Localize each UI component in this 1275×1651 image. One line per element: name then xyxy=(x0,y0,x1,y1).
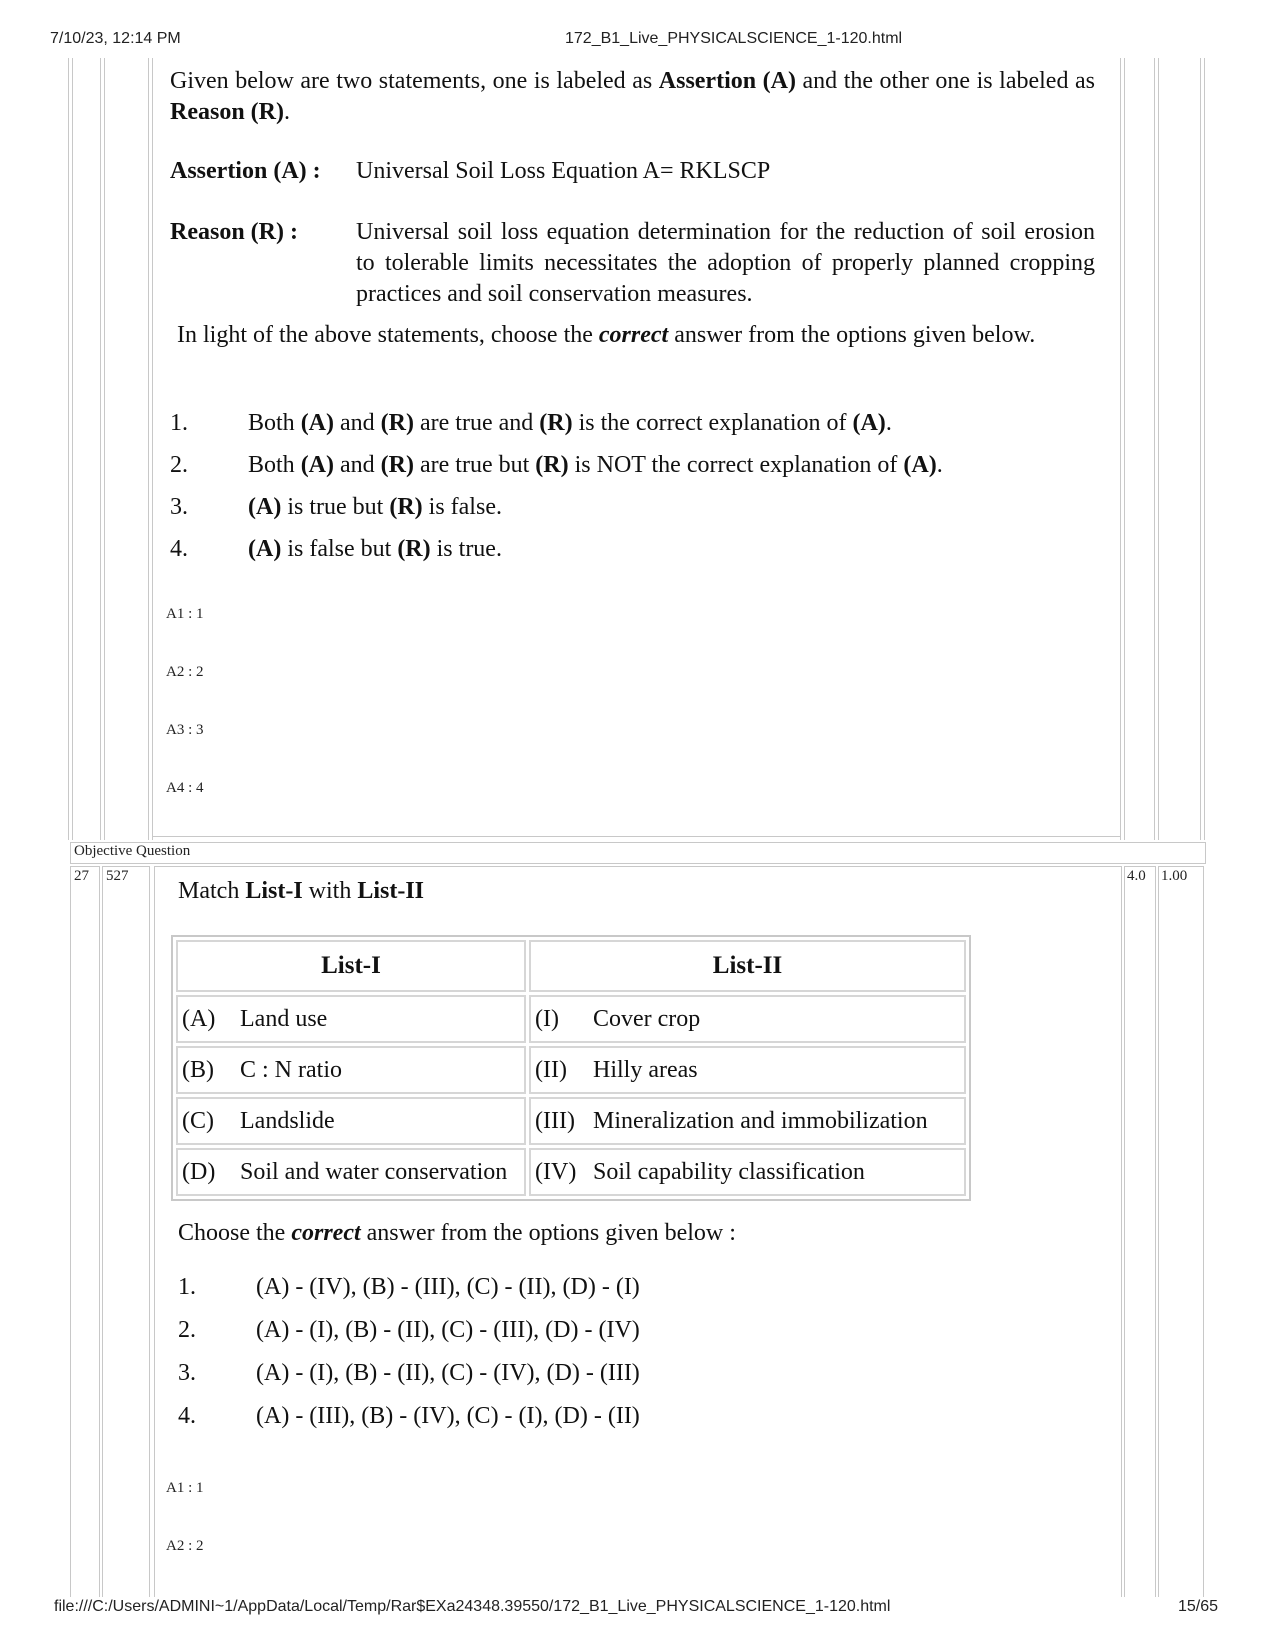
q1-option-number: 3. xyxy=(170,494,188,520)
q1-option-text: Both (A) and (R) are true but (R) is NOT the correct explanation of (A). xyxy=(248,452,943,478)
list1-cell: (D) Soil and water conservation xyxy=(176,1148,526,1196)
q1-answer-2: A2 : 2 xyxy=(166,664,204,680)
table-border xyxy=(100,58,101,840)
table-border xyxy=(1124,58,1125,840)
reason-text: Universal soil loss equation determination for the reduction of soil erosion to tolerable limits necessitates the adoption of properly planned cropping practices and soil conservation measures. xyxy=(356,219,1095,307)
q1-answer-1: A1 : 1 xyxy=(166,606,204,622)
match-table xyxy=(171,935,971,1201)
table-border xyxy=(1204,58,1205,840)
q2-option-number: 4. xyxy=(178,1403,196,1429)
table-border xyxy=(104,58,105,840)
print-file-path: file:///C:/Users/ADMINI~1/AppData/Local/Temp/Rar$EXa24348.39550/172_B1_Live_PHYSICALSCIENCE_1-120.html xyxy=(54,1598,891,1615)
q2-prompt: Choose the correct answer from the options given below : xyxy=(178,1220,736,1246)
section-label: Objective Question xyxy=(74,843,191,859)
table-border xyxy=(152,836,1120,837)
table-row xyxy=(176,1097,966,1145)
q1-answer-4: A4 : 4 xyxy=(166,780,204,796)
q1-option-number: 4. xyxy=(170,536,188,562)
list2-header: List-II xyxy=(529,940,966,992)
table-border xyxy=(1158,58,1159,840)
print-datetime: 7/10/23, 12:14 PM xyxy=(50,30,181,47)
table-border xyxy=(148,58,149,840)
q2-option-number: 1. xyxy=(178,1274,196,1300)
list1-cell: (B) C : N ratio xyxy=(176,1046,526,1094)
q2-option-text: (A) - (I), (B) - (II), (C) - (III), (D) - (IV) xyxy=(256,1317,640,1343)
q2-title: Match List-I with List-II xyxy=(178,878,425,904)
print-title: 172_B1_Live_PHYSICALSCIENCE_1-120.html xyxy=(565,30,903,47)
question-negative-marks: 1.00 xyxy=(1161,868,1188,884)
q1-option-text: (A) is true but (R) is false. xyxy=(248,494,502,520)
assertion-label: Assertion (A) : xyxy=(170,158,321,184)
table-border xyxy=(72,58,73,840)
marks-cell xyxy=(1124,866,1156,1597)
question-serial: 27 xyxy=(74,868,89,884)
q2-option-text: (A) - (IV), (B) - (III), (C) - (II), (D) - (I) xyxy=(256,1274,640,1300)
q1-option-number: 2. xyxy=(170,452,188,478)
q2-answer-2: A2 : 2 xyxy=(166,1538,204,1554)
question-marks: 4.0 xyxy=(1127,868,1146,884)
table-border xyxy=(1154,58,1155,840)
table-row xyxy=(176,1148,966,1196)
print-page-number: 15/65 xyxy=(1178,1598,1219,1615)
q1-prompt: In light of the above statements, choose the correct answer from the options given below. xyxy=(177,322,1036,348)
q1-option-number: 1. xyxy=(170,410,188,436)
list1-cell: (C) Landslide xyxy=(176,1097,526,1145)
table-row xyxy=(176,995,966,1043)
q1-intro: Given below are two statements, one is labeled as Assertion (A) and the other one is labeled as Reason (R). xyxy=(170,68,1095,125)
list1-cell: (A) Land use xyxy=(176,995,526,1043)
list2-cell: (II) Hilly areas xyxy=(529,1046,966,1094)
list2-cell: (I) Cover crop xyxy=(529,995,966,1043)
qid-cell xyxy=(102,866,150,1597)
question-id: 527 xyxy=(106,868,129,884)
reason-label: Reason (R) : xyxy=(170,219,298,245)
list2-cell: (III) Mineralization and immobilization xyxy=(529,1097,966,1145)
table-border xyxy=(1200,58,1201,840)
list2-cell: (IV) Soil capability classification xyxy=(529,1148,966,1196)
assertion-text: Universal Soil Loss Equation A= RKLSCP xyxy=(356,158,771,184)
section-row xyxy=(70,842,1206,864)
negative-cell xyxy=(1158,866,1204,1597)
q1-option-text: Both (A) and (R) are true and (R) is the correct explanation of (A). xyxy=(248,410,892,436)
q1-answer-3: A3 : 3 xyxy=(166,722,204,738)
q2-option-number: 2. xyxy=(178,1317,196,1343)
table-border xyxy=(152,58,153,840)
q2-option-text: (A) - (III), (B) - (IV), (C) - (I), (D) - (II) xyxy=(256,1403,640,1429)
q2-option-number: 3. xyxy=(178,1360,196,1386)
serial-cell xyxy=(70,866,100,1597)
table-border xyxy=(1120,58,1121,840)
list1-header: List-I xyxy=(176,940,526,992)
q2-answer-1: A1 : 1 xyxy=(166,1480,204,1496)
q1-option-text: (A) is false but (R) is true. xyxy=(248,536,502,562)
q2-option-text: (A) - (I), (B) - (II), (C) - (IV), (D) - (III) xyxy=(256,1360,640,1386)
table-row xyxy=(176,1046,966,1094)
table-border xyxy=(68,58,69,840)
